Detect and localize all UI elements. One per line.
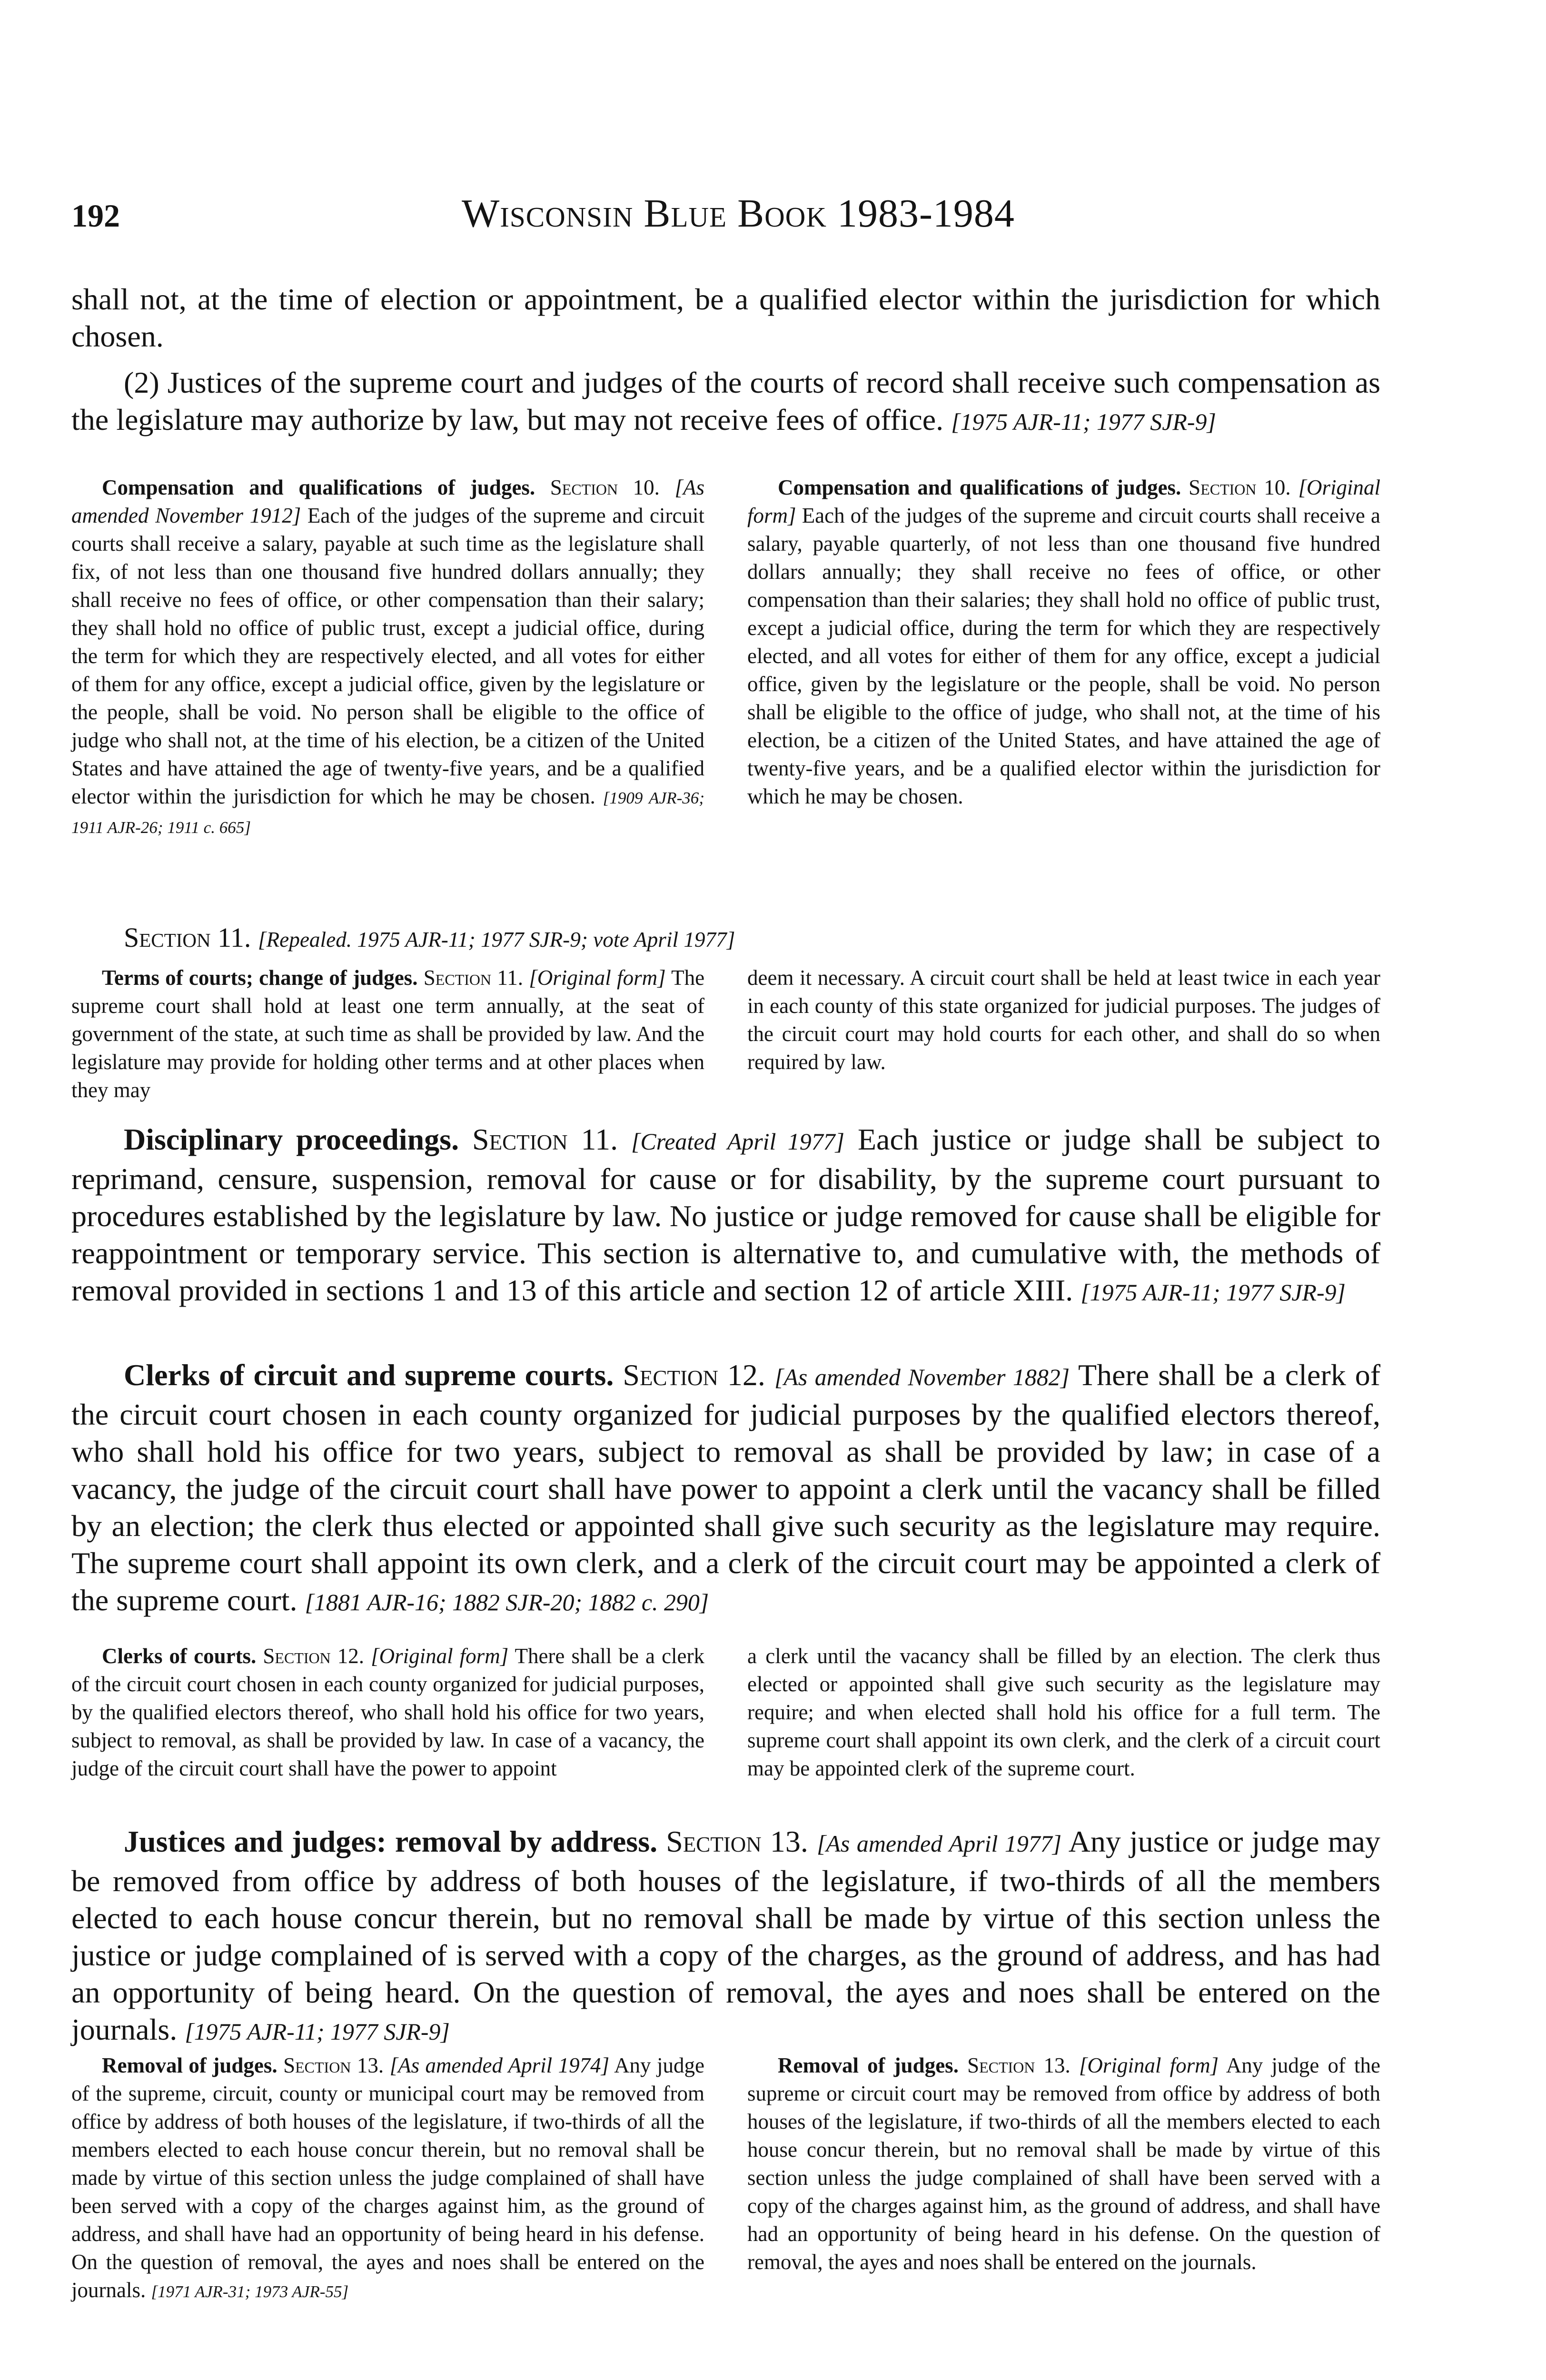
clerks-section xyxy=(71,1357,1380,1621)
section-10-amended-text: Each of the judges of the supreme and circuit courts shall receive a salary, payable at such time as the legislature shall fix, of not less than one thousand five hundred dollars annually; they shall receive no fees of office, or other compensation than their salary; they shall hold no office of public trust, except a judicial office, during the term for which they are respectively elected, and all votes for either of them for any office, except a judicial office, given by the legislature or the people, shall be void. No person shall be eligible to the office of judge who shall not, at the time of his election, be a citizen of the United States and have attained the age of twenty-five years, and be a qualified elector within the jurisdiction for which he may be chosen. xyxy=(71,504,704,808)
page-header-title: Wisconsin Blue Book 1983-1984 xyxy=(462,191,1015,236)
clerks-original-text-left: There shall be a clerk of the circuit court chosen in each county organized for judicial purposes, by the qualified electors thereof, who shall hold his office for two years, subject to removal, as shall be provided by law. In case of a vacancy, the judge of the circuit court shall have the power to appoint xyxy=(71,1644,704,1780)
disciplinary-form-note: [Created April 1977] xyxy=(631,1129,845,1155)
disciplinary-section-label: Section 11. xyxy=(472,1122,618,1156)
disciplinary-section xyxy=(71,1121,1380,1311)
continuation-paragraph xyxy=(71,281,1380,355)
clerks-original-heading: Clerks of courts. xyxy=(102,1644,257,1668)
clerks-text: There shall be a clerk of the circuit court chosen in each county organized for judicial purposes by the qualified electors thereof, who shall hold his office for two years, subject to removal as shall be provided by law; in case of a vacancy, the judge of the circuit court shall have power to appoint a clerk until the vacancy shall be filled by an election; the clerk thus elected or appointed shall give such security as the legislature may require. The supreme court shall appoint its own clerk, and a clerk of the circuit court may be appointed a clerk of the supreme court. xyxy=(71,1358,1381,1617)
removal-original-note xyxy=(747,2052,1380,2276)
disciplinary-text: Each justice or judge shall be subject to reprimand, censure, suspension, removal for cause or for disability, by the supreme court pursuant to procedures established by the legislature by law. No justice or judge removed for cause shall be eligible for reappointment or temporary service. This section is alternative to, and cumulative with, the methods of removal provided in sections 1 and 13 of this article and section 12 of article XIII. xyxy=(71,1122,1381,1307)
section-11-original-note-left xyxy=(71,964,704,1104)
section-10-amended-note xyxy=(71,474,704,842)
removal-section xyxy=(71,1823,1380,2051)
section-10-amended-label: Section 10. xyxy=(550,476,660,499)
compensation-text: (2) Justices of the supreme court and judges of the courts of record shall receive such compensation as the legislature may authorize by law, but may not receive fees of office. xyxy=(71,366,1380,436)
removal-original-text: Any judge of the supreme or circuit court may be removed from office by address of both houses of the legislature, if two-thirds of all the members elected to each house concur therein, but no removal shall be made by virtue of this section unless the judge complained of shall have been served with a copy of the charges against him, as the ground of address, and shall have had an opportunity of being heard in his defense. On the question of removal, the ayes and noes shall be entered on the journals. xyxy=(747,2053,1381,2274)
section-11-original-label: Section 11. xyxy=(423,966,523,990)
section-11-original-text-right: deem it necessary. A circuit court shall be held at least twice in each year in each county of this state organized for judicial purposes. The judges of the circuit court may hold courts for each other, and shall do so when required by law. xyxy=(747,966,1380,1074)
removal-1974-citation: [1971 AJR-31; 1973 AJR-55] xyxy=(151,2282,349,2301)
section-10-original-text: Each of the judges of the supreme and circuit courts shall receive a salary, payable quarterly, of not less than one thousand five hundred dollars annually; they shall receive no fees of office, or other compensation than their salaries; they shall hold no office of public trust, except a judicial office, during the term for which they are respectively elected, and all votes for either of them for any office, except a judicial office, given by the legislature or the people, shall be void. No person shall be eligible to the office of judge, who shall not, at the time of his election, be a citizen of the United States, and have attained the age of twenty-five years, and be a qualified elector within the jurisdiction for which he may be chosen. xyxy=(747,504,1380,808)
removal-section-label: Section 13. xyxy=(666,1825,808,1858)
clerks-original-form-note: [Original form] xyxy=(371,1644,509,1668)
section-10-original-form-note: [Original form] xyxy=(747,476,1381,527)
section-11-repealed xyxy=(124,921,1409,956)
section-11-original-form-note: [Original form] xyxy=(529,966,666,990)
removal-1974-label: Section 13. xyxy=(283,2053,384,2077)
section-11-original-text-left: The supreme court shall hold at least one term annually, at the seat of government of the state, at such time as shall be provided by law. And the legislature may provide for holding other terms and at other places when they may xyxy=(71,966,705,1102)
compensation-citation: [1975 AJR-11; 1977 SJR-9] xyxy=(951,409,1216,435)
clerks-original-note-right xyxy=(747,1642,1380,1783)
removal-form-note: [As amended April 1977] xyxy=(817,1831,1062,1857)
section-10-original-note xyxy=(747,474,1380,811)
removal-text: Any justice or judge may be removed from office by address of both houses of the legislature, if two-thirds of all the members elected to each house concur therein, but no removal shall be made by virtue of this section unless the justice or judge complained of is served with a copy of the charges, as the ground of address, and has had an opportunity of being heard. On the question of removal, the ayes and noes shall be entered on the journals. xyxy=(71,1825,1381,2046)
section-10-original-label: Section 10. xyxy=(1189,476,1291,499)
clerks-original-text-right: a clerk until the vacancy shall be filled by an election. The clerk thus elected or appointed shall give such security as the legislature may require; and when elected shall hold his office for a full term. The supreme court shall appoint its own clerk, and the clerk of a circuit court may be appointed clerk of the supreme court. xyxy=(747,1644,1380,1780)
clerks-section-label: Section 12. xyxy=(623,1358,765,1392)
removal-original-heading: Removal of judges. xyxy=(778,2053,959,2077)
removal-original-form-note: [Original form] xyxy=(1079,2053,1219,2077)
section-11-repealed-label: Section 11. xyxy=(124,922,251,953)
section-11-original-note-right xyxy=(747,964,1380,1076)
compensation-paragraph xyxy=(71,364,1380,441)
section-10-amended-citation: [1909 AJR-36; 1911 AJR-26; 1911 c. 665] xyxy=(71,789,705,837)
clerks-citation: [1881 AJR-16; 1882 SJR-20; 1882 c. 290] xyxy=(305,1589,709,1616)
running-head xyxy=(71,190,1390,243)
disciplinary-citation: [1975 AJR-11; 1977 SJR-9] xyxy=(1080,1279,1346,1306)
section-11-original-heading: Terms of courts; change of judges. xyxy=(102,966,418,990)
disciplinary-heading: Disciplinary proceedings. xyxy=(124,1122,459,1156)
removal-1974-text: Any judge of the supreme, circuit, county or municipal court may be removed from office by address of both houses of the legislature, if two-thirds of all the members elected to each house concur therein, but no removal shall be made by virtue of this section unless the judge complained of shall have been served with a copy of the charges against him, as the ground of address, and shall have had an opportunity of being heard in his defense. On the question of removal, the ayes and noes shall be entered on the journals. xyxy=(71,2053,704,2302)
section-11-repealed-note: [Repealed. 1975 AJR-11; 1977 SJR-9; vote April 1977] xyxy=(258,928,735,952)
removal-1974-form-note: [As amended April 1974] xyxy=(389,2053,610,2077)
page-number: 192 xyxy=(71,198,120,234)
section-10-original-heading: Compensation and qualifications of judges. xyxy=(778,476,1181,499)
removal-1974-note xyxy=(71,2052,704,2306)
continuation-text: shall not, at the time of election or appointment, be a qualified elector within the jurisdiction for which chosen. xyxy=(71,282,1380,353)
section-10-amended-form-note: [As amended November 1912] xyxy=(71,476,705,527)
section-10-amended-heading: Compensation and qualifications of judges. xyxy=(102,476,535,499)
clerks-original-note-left xyxy=(71,1642,704,1783)
removal-original-label: Section 13. xyxy=(967,2053,1070,2077)
removal-heading: Justices and judges: removal by address. xyxy=(124,1825,658,1858)
removal-1974-heading: Removal of judges. xyxy=(102,2053,277,2077)
clerks-form-note: [As amended November 1882] xyxy=(774,1364,1070,1390)
removal-citation: [1975 AJR-11; 1977 SJR-9] xyxy=(185,2019,450,2045)
clerks-heading: Clerks of circuit and supreme courts. xyxy=(124,1358,614,1392)
clerks-original-label: Section 12. xyxy=(263,1644,365,1668)
